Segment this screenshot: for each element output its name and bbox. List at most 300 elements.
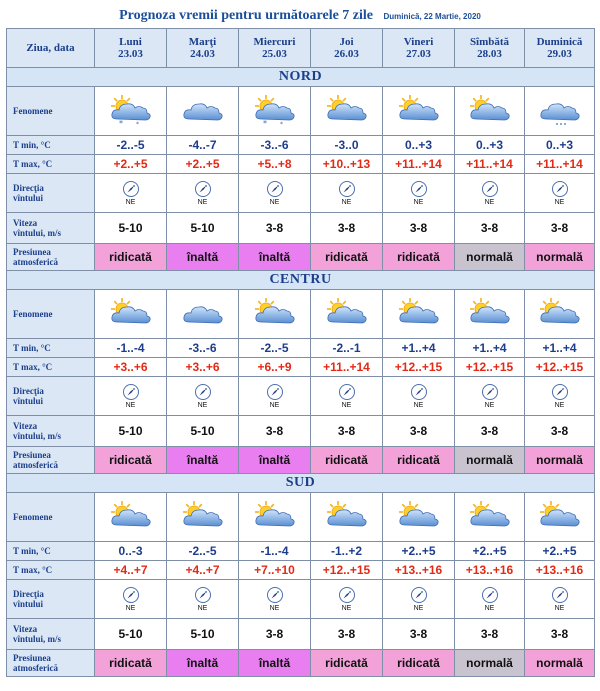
- tmin-value: -2..-1: [311, 339, 383, 358]
- tmin-value: -3..-6: [239, 136, 311, 155]
- pressure-value: înaltă: [167, 650, 239, 677]
- tmax-value: +13..+16: [383, 561, 455, 580]
- wind-direction-icon: [551, 180, 569, 198]
- pressure-value: înaltă: [167, 447, 239, 474]
- phenomena-cell: [167, 87, 239, 136]
- tmax-value: +3..+6: [95, 358, 167, 377]
- pressure-value: ridicată: [383, 244, 455, 271]
- pressure-value: înaltă: [167, 244, 239, 271]
- wind-direction-cell: [95, 377, 167, 416]
- tmin-value: -2..-5: [239, 339, 311, 358]
- tmax-value: +13..+16: [525, 561, 595, 580]
- tmax-row: [7, 561, 595, 580]
- tmax-value: +11..+14: [383, 155, 455, 174]
- tmin-label-text: T min, °C: [13, 343, 51, 353]
- day-name: Vineri: [403, 36, 434, 48]
- pressure-value: înaltă: [239, 244, 311, 271]
- phenomena-cell: [311, 493, 383, 542]
- tmin-value: 0..+3: [455, 136, 525, 155]
- svg-text:*: *: [118, 119, 123, 127]
- wind-direction-label: [7, 580, 95, 619]
- sun-cloud-icon: [467, 501, 513, 533]
- day-date: 28.03: [477, 48, 502, 60]
- wind-direction-label-text-2: vîntului: [13, 599, 44, 609]
- wind-direction-icon: [266, 383, 284, 401]
- wind-speed-label: [7, 416, 95, 447]
- tmin-label: [7, 542, 95, 561]
- wind-direction-icon: [122, 180, 140, 198]
- sun-cloud-icon: [396, 501, 442, 533]
- wind-speed-value: 5-10: [167, 619, 239, 650]
- wind-speed-value: 3-8: [525, 619, 595, 650]
- wind-speed-value: 5-10: [95, 416, 167, 447]
- wind-direction-text: NE: [269, 604, 280, 612]
- cloud-icon: [180, 95, 226, 127]
- wind-direction: [239, 180, 310, 207]
- wind-direction-cell: [311, 580, 383, 619]
- wind-direction-icon: [122, 586, 140, 604]
- phenomena-cell: [95, 290, 167, 339]
- wind-direction-cell: [239, 377, 311, 416]
- pressure-value: înaltă: [239, 447, 311, 474]
- wind-speed-row: [7, 416, 595, 447]
- wind-speed-value: 3-8: [525, 213, 595, 244]
- wind-direction: [455, 180, 524, 207]
- svg-text:*: *: [135, 121, 139, 127]
- tmax-value: +4..+7: [95, 561, 167, 580]
- phenomena-cell: [239, 493, 311, 542]
- pressure-value: ridicată: [311, 447, 383, 474]
- pressure-value: ridicată: [95, 650, 167, 677]
- tmin-value: -1..-4: [239, 542, 311, 561]
- wind-direction-icon: [194, 586, 212, 604]
- phenomena-cell: [525, 87, 595, 136]
- tmax-value: +10..+13: [311, 155, 383, 174]
- wind-speed-value: 3-8: [525, 416, 595, 447]
- wind-direction-text: NE: [413, 198, 424, 206]
- wind-direction-label-text-2: vîntului: [13, 396, 44, 406]
- wind-direction-text: NE: [341, 604, 352, 612]
- sun-cloud-snow-icon: [108, 95, 154, 127]
- day-header: [383, 29, 455, 68]
- pressure-label-text: Presiunea: [13, 450, 51, 460]
- pressure-label: [7, 650, 95, 677]
- tmin-value: +1..+4: [525, 339, 595, 358]
- sun-cloud-snow-icon: [252, 95, 298, 127]
- wind-direction-cell: [311, 174, 383, 213]
- sun-cloud-icon: [108, 298, 154, 330]
- tmin-value: -4..-7: [167, 136, 239, 155]
- wind-direction-cell: [167, 377, 239, 416]
- wind-direction-text: NE: [484, 604, 495, 612]
- phenomena-cell: [239, 290, 311, 339]
- phenomena-label-text: Fenomene: [13, 106, 53, 116]
- header-row: [7, 29, 595, 68]
- wind-direction-icon: [551, 383, 569, 401]
- tmax-value: +11..+14: [525, 155, 595, 174]
- wind-direction-icon: [410, 383, 428, 401]
- tmin-value: 0..-3: [95, 542, 167, 561]
- tmin-value: -3..-6: [167, 339, 239, 358]
- tmax-value: +6..+9: [239, 358, 311, 377]
- wind-direction-cell: [525, 377, 595, 416]
- tmin-value: -1..-4: [95, 339, 167, 358]
- pressure-value: normală: [525, 447, 595, 474]
- wind-speed-value: 3-8: [311, 213, 383, 244]
- wind-speed-value: 3-8: [311, 619, 383, 650]
- pressure-value: normală: [525, 244, 595, 271]
- sun-cloud-icon: [537, 501, 583, 533]
- wind-direction-label: [7, 174, 95, 213]
- wind-speed-label-text-2: vîntului, m/s: [13, 634, 62, 644]
- wind-direction-icon: [194, 383, 212, 401]
- tmax-row: [7, 155, 595, 174]
- cloud-icon: [180, 298, 226, 330]
- tmin-value: +2..+5: [383, 542, 455, 561]
- wind-speed-value: 3-8: [383, 416, 455, 447]
- wind-direction: [311, 180, 382, 207]
- tmax-value: +11..+14: [455, 155, 525, 174]
- sun-cloud-icon: [324, 95, 370, 127]
- pressure-label-text: Presiunea: [13, 653, 51, 663]
- tmax-value: +7..+10: [239, 561, 311, 580]
- wind-direction-row: [7, 377, 595, 416]
- wind-speed-value: 3-8: [239, 416, 311, 447]
- phenomena-cell: [383, 493, 455, 542]
- svg-text:*: *: [279, 121, 283, 127]
- phenomena-cell: [95, 87, 167, 136]
- wind-speed-value: 3-8: [311, 416, 383, 447]
- wind-speed-label-text: Viteza: [13, 218, 38, 228]
- sun-cloud-icon: [180, 501, 226, 533]
- wind-direction-icon: [551, 586, 569, 604]
- wind-direction-icon: [481, 383, 499, 401]
- pressure-value: normală: [525, 650, 595, 677]
- wind-direction-cell: [455, 174, 525, 213]
- tmax-value: +12..+15: [383, 358, 455, 377]
- phenomena-cell: [455, 87, 525, 136]
- phenomena-row: [7, 87, 595, 136]
- phenomena-cell: [167, 290, 239, 339]
- wind-speed-label-text-2: vîntului, m/s: [13, 431, 62, 441]
- wind-direction-text: NE: [125, 401, 136, 409]
- sun-cloud-icon: [467, 95, 513, 127]
- wind-direction-label: [7, 377, 95, 416]
- wind-speed-row: [7, 619, 595, 650]
- wind-direction-cell: [525, 174, 595, 213]
- wind-direction: [525, 180, 594, 207]
- sun-cloud-icon: [537, 298, 583, 330]
- wind-direction-text: NE: [413, 401, 424, 409]
- wind-speed-value: 3-8: [455, 416, 525, 447]
- tmin-label: [7, 339, 95, 358]
- phenomena-cell: [95, 493, 167, 542]
- phenomena-cell: [383, 87, 455, 136]
- wind-speed-row: [7, 213, 595, 244]
- pressure-label-text: Presiunea: [13, 247, 51, 257]
- wind-direction-cell: [383, 174, 455, 213]
- region-row-sud: [7, 474, 595, 493]
- wind-direction: [167, 383, 238, 410]
- phenomena-row: [7, 493, 595, 542]
- wind-direction-icon: [194, 180, 212, 198]
- wind-direction-label-text: Direcţia: [13, 386, 44, 396]
- tmin-label: [7, 136, 95, 155]
- tmax-label-text: T max, °C: [13, 362, 53, 372]
- wind-speed-value: 3-8: [455, 213, 525, 244]
- wind-direction-text: NE: [269, 401, 280, 409]
- phenomena-cell: [239, 87, 311, 136]
- phenomena-cell: [455, 493, 525, 542]
- wind-direction-icon: [481, 180, 499, 198]
- phenomena-row: [7, 290, 595, 339]
- wind-speed-label-text: Viteza: [13, 421, 38, 431]
- issue-date: Duminică, 22 Martie, 2020: [383, 12, 481, 21]
- wind-direction-icon: [266, 586, 284, 604]
- wind-direction-icon: [266, 180, 284, 198]
- pressure-label: [7, 447, 95, 474]
- wind-direction: [167, 180, 238, 207]
- day-date: 23.03: [118, 48, 143, 60]
- wind-direction-icon: [481, 586, 499, 604]
- wind-direction-icon: [338, 180, 356, 198]
- tmax-value: +12..+15: [455, 358, 525, 377]
- wind-speed-label-text: Viteza: [13, 624, 38, 634]
- pressure-value: înaltă: [239, 650, 311, 677]
- wind-speed-value: 5-10: [167, 416, 239, 447]
- pressure-value: ridicată: [311, 244, 383, 271]
- wind-speed-value: 3-8: [239, 213, 311, 244]
- phenomena-cell: [311, 290, 383, 339]
- wind-direction: [167, 586, 238, 613]
- sun-cloud-icon: [396, 95, 442, 127]
- wind-direction: [525, 586, 594, 613]
- phenomena-cell: [383, 290, 455, 339]
- wind-direction: [311, 586, 382, 613]
- day-header: [167, 29, 239, 68]
- day-header: [311, 29, 383, 68]
- wind-direction: [95, 586, 166, 613]
- wind-direction: [383, 180, 454, 207]
- tmax-value: +11..+14: [311, 358, 383, 377]
- wind-direction-label-text-2: vîntului: [13, 193, 44, 203]
- wind-direction-text: NE: [413, 604, 424, 612]
- wind-direction-cell: [383, 580, 455, 619]
- day-date: 26.03: [334, 48, 359, 60]
- wind-direction-text: NE: [125, 198, 136, 206]
- wind-direction-row: [7, 174, 595, 213]
- tmax-value: +12..+15: [311, 561, 383, 580]
- tmax-label: [7, 561, 95, 580]
- phenomena-cell: [525, 493, 595, 542]
- region-row-centru: [7, 271, 595, 290]
- pressure-row: [7, 244, 595, 271]
- phenomena-cell: [167, 493, 239, 542]
- tmax-value: +2..+5: [167, 155, 239, 174]
- pressure-value: ridicată: [95, 244, 167, 271]
- wind-direction-text: NE: [197, 401, 208, 409]
- tmax-value: +4..+7: [167, 561, 239, 580]
- wind-direction-row: [7, 580, 595, 619]
- wind-speed-label: [7, 213, 95, 244]
- sun-cloud-icon: [252, 501, 298, 533]
- day-name: Sîmbătă: [469, 36, 510, 48]
- wind-direction: [239, 586, 310, 613]
- cloud-dots-icon: [537, 95, 583, 127]
- wind-direction-text: NE: [341, 401, 352, 409]
- wind-direction-text: NE: [484, 198, 495, 206]
- region-row-nord: [7, 68, 595, 87]
- tmax-label: [7, 358, 95, 377]
- phenomena-label-text: Fenomene: [13, 309, 53, 319]
- wind-direction: [525, 383, 594, 410]
- page-title: Prognoza vremii pentru următoarele 7 zile: [119, 8, 374, 23]
- wind-direction-cell: [95, 580, 167, 619]
- wind-direction-icon: [410, 180, 428, 198]
- tmax-value: +3..+6: [167, 358, 239, 377]
- region-name: SUD: [7, 474, 595, 493]
- tmin-value: +1..+4: [383, 339, 455, 358]
- tmax-value: +2..+5: [95, 155, 167, 174]
- day-header: [239, 29, 311, 68]
- tmin-row: [7, 339, 595, 358]
- wind-direction: [95, 180, 166, 207]
- pressure-label-text-2: atmosferică: [13, 663, 58, 673]
- wind-speed-value: 5-10: [95, 619, 167, 650]
- tmax-row: [7, 358, 595, 377]
- wind-direction: [95, 383, 166, 410]
- tmax-value: +13..+16: [455, 561, 525, 580]
- pressure-value: ridicată: [95, 447, 167, 474]
- sun-cloud-icon: [396, 298, 442, 330]
- tmax-value: +5..+8: [239, 155, 311, 174]
- wind-speed-value: 5-10: [167, 213, 239, 244]
- wind-direction-text: NE: [341, 198, 352, 206]
- phenomena-label-text: Fenomene: [13, 512, 53, 522]
- sun-cloud-icon: [324, 501, 370, 533]
- wind-speed-value: 3-8: [383, 619, 455, 650]
- sun-cloud-icon: [324, 298, 370, 330]
- tmin-value: +1..+4: [455, 339, 525, 358]
- wind-direction-label-text: Direcţia: [13, 183, 44, 193]
- region-name: CENTRU: [7, 271, 595, 290]
- pressure-row: [7, 447, 595, 474]
- wind-direction-icon: [338, 586, 356, 604]
- day-name: Marţi: [188, 36, 217, 48]
- day-date: 29.03: [547, 48, 572, 60]
- wind-direction-cell: [239, 580, 311, 619]
- day-date: 25.03: [262, 48, 287, 60]
- wind-direction-cell: [167, 174, 239, 213]
- tmin-value: -2..-5: [95, 136, 167, 155]
- tmin-label-text: T min, °C: [13, 546, 51, 556]
- wind-direction-text: NE: [197, 604, 208, 612]
- day-name: Miercuri: [253, 36, 296, 48]
- tmin-value: +2..+5: [455, 542, 525, 561]
- wind-direction-text: NE: [554, 401, 565, 409]
- wind-direction-icon: [410, 586, 428, 604]
- wind-direction-icon: [338, 383, 356, 401]
- wind-speed-value: 3-8: [383, 213, 455, 244]
- wind-direction: [311, 383, 382, 410]
- phenomena-cell: [311, 87, 383, 136]
- region-name: NORD: [7, 68, 595, 87]
- sun-cloud-icon: [108, 501, 154, 533]
- wind-direction-text: NE: [125, 604, 136, 612]
- day-name: Luni: [119, 36, 142, 48]
- day-header: [95, 29, 167, 68]
- sun-cloud-icon: [252, 298, 298, 330]
- wind-direction-cell: [455, 580, 525, 619]
- tmin-row: [7, 542, 595, 561]
- day-name: Duminică: [536, 36, 583, 48]
- wind-direction-text: NE: [484, 401, 495, 409]
- phenomena-label: [7, 493, 95, 542]
- phenomena-label: [7, 290, 95, 339]
- forecast-table: [6, 28, 595, 677]
- pressure-value: normală: [455, 244, 525, 271]
- wind-direction: [383, 586, 454, 613]
- wind-direction-text: NE: [554, 198, 565, 206]
- phenomena-cell: [455, 290, 525, 339]
- tmin-value: 0..+3: [383, 136, 455, 155]
- wind-direction-cell: [455, 377, 525, 416]
- pressure-value: ridicată: [383, 650, 455, 677]
- wind-direction: [455, 586, 524, 613]
- sun-cloud-icon: [467, 298, 513, 330]
- pressure-label-text-2: atmosferică: [13, 460, 58, 470]
- tmax-value: +12..+15: [525, 358, 595, 377]
- pressure-value: normală: [455, 650, 525, 677]
- tmin-row: [7, 136, 595, 155]
- wind-speed-value: 3-8: [455, 619, 525, 650]
- date-column-header: Ziua, data: [7, 29, 95, 68]
- wind-direction-cell: [239, 174, 311, 213]
- pressure-value: ridicată: [383, 447, 455, 474]
- day-date: 24.03: [190, 48, 215, 60]
- wind-speed-label: [7, 619, 95, 650]
- tmin-value: -3..0: [311, 136, 383, 155]
- wind-direction-text: NE: [554, 604, 565, 612]
- wind-direction-icon: [122, 383, 140, 401]
- day-name: Joi: [339, 36, 354, 48]
- pressure-value: normală: [455, 447, 525, 474]
- pressure-row: [7, 650, 595, 677]
- wind-direction-cell: [383, 377, 455, 416]
- tmax-label-text: T max, °C: [13, 565, 53, 575]
- wind-direction-text: NE: [197, 198, 208, 206]
- pressure-label-text-2: atmosferică: [13, 257, 58, 267]
- tmin-value: 0..+3: [525, 136, 595, 155]
- tmin-value: -2..-5: [167, 542, 239, 561]
- pressure-value: ridicată: [311, 650, 383, 677]
- phenomena-label: [7, 87, 95, 136]
- wind-direction: [455, 383, 524, 410]
- wind-direction-text: NE: [269, 198, 280, 206]
- day-header: [525, 29, 595, 68]
- svg-text:*: *: [262, 119, 267, 127]
- tmin-label-text: T min, °C: [13, 140, 51, 150]
- wind-speed-value: 5-10: [95, 213, 167, 244]
- tmin-value: -1..+2: [311, 542, 383, 561]
- wind-speed-value: 3-8: [239, 619, 311, 650]
- wind-direction-cell: [167, 580, 239, 619]
- tmin-value: +2..+5: [525, 542, 595, 561]
- tmax-label-text: T max, °C: [13, 159, 53, 169]
- wind-direction: [239, 383, 310, 410]
- day-header: [455, 29, 525, 68]
- tmax-label: [7, 155, 95, 174]
